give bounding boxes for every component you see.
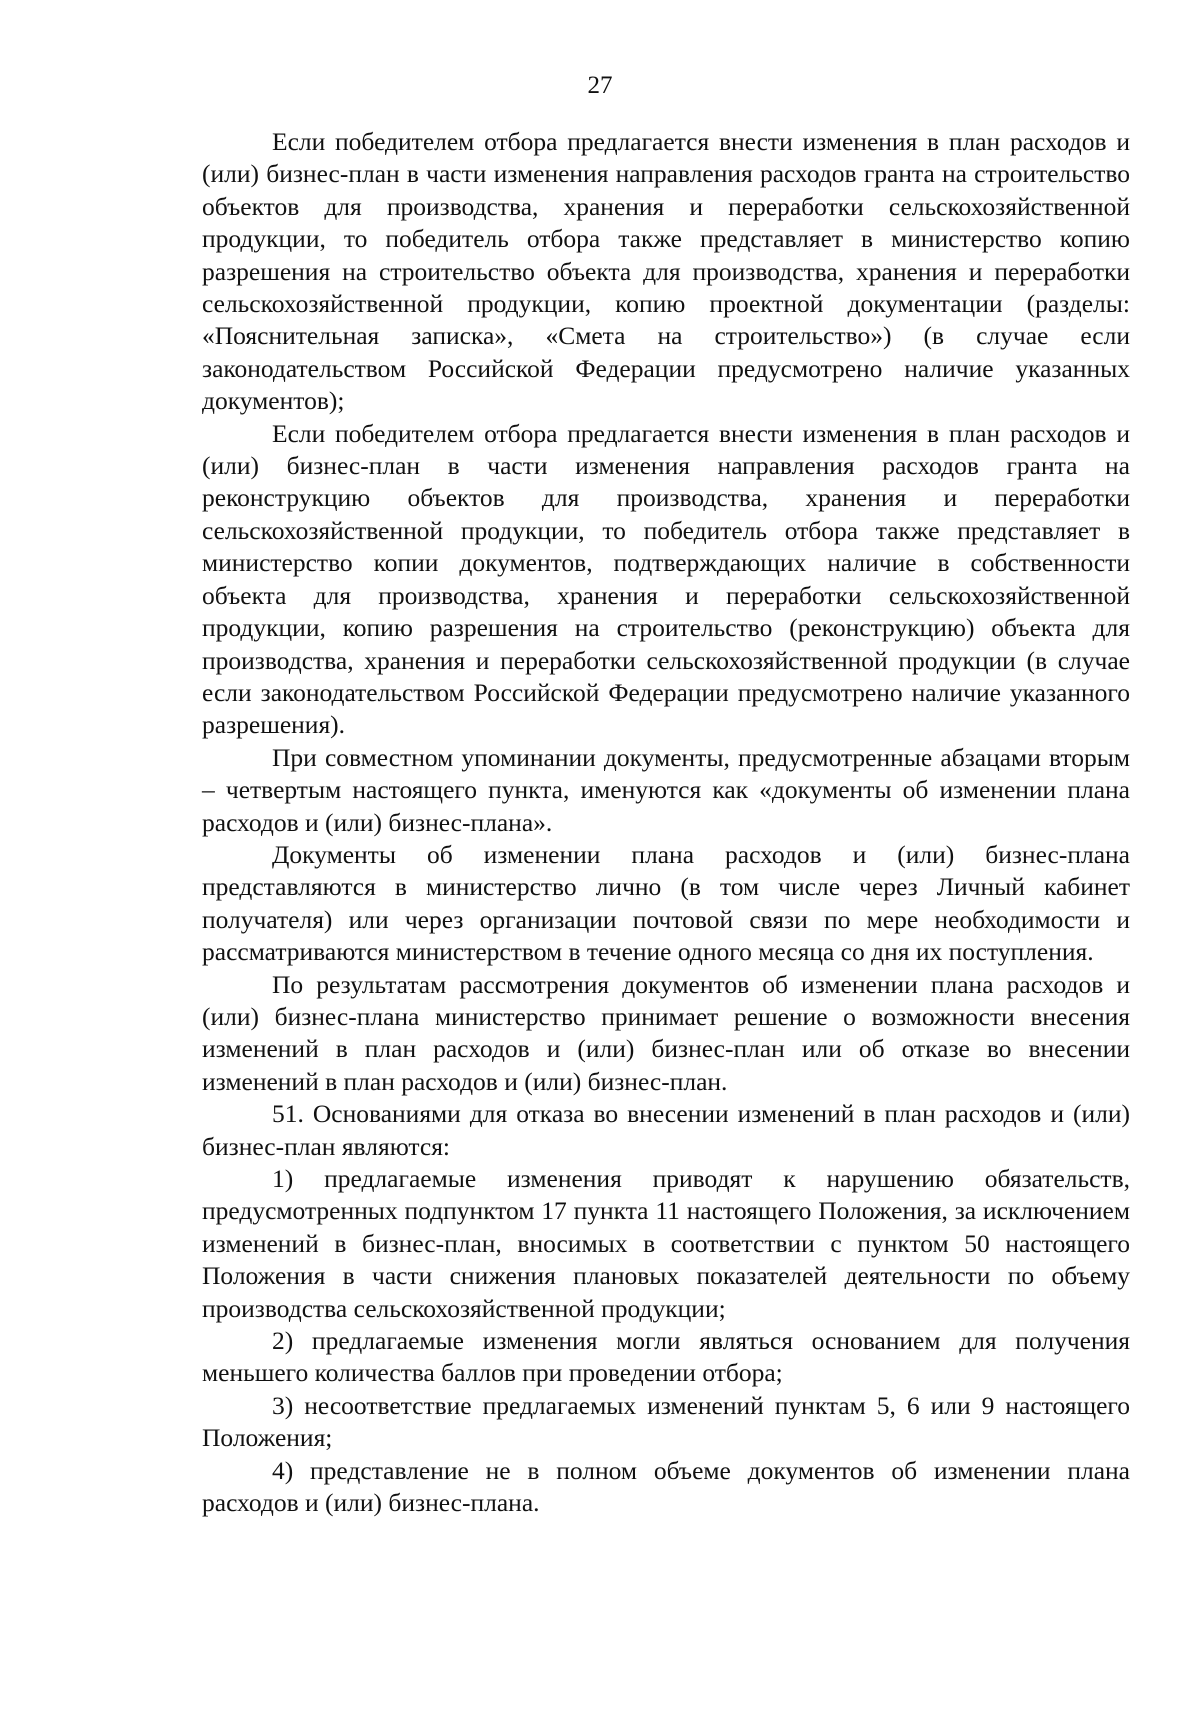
paragraph-item-51: 51. Основаниями для отказа во внесении изменений в план расходов и (или) бизнес-план являются:	[202, 1099, 1130, 1161]
paragraph-review-results: По результатам рассмотрения документов об изменении плана расходов и (или) бизнес-плана министерство принимает решение о возможности внесения изменений в план расходов и (или) бизнес-план или об отказе во внесении изменений в план расходов и (или) бизнес-план.	[202, 969, 1130, 1096]
paragraph-subitem-3: 3) несоответствие предлагаемых изменений пунктам 5, 6 или 9 настоящего Положения;	[202, 1390, 1130, 1453]
paragraph-subitem-2: 2) предлагаемые изменения могли являться основанием для получения меньшего количества баллов при проведении отбора;	[202, 1326, 1130, 1388]
paragraph-construction-documents: Если победителем отбора предлагается внести изменения в план расходов и (или) бизнес-план в части изменения направления расходов гранта на строительство объектов для производства, хранения и переработки сельскохозяйственной продукции, то победитель отбора также представляет в министерство копию разрешения на строительство объекта для производства, хранения и переработки сельскохозяйственной продукции, копию проектной документации (разделы: «Пояснительная записка», «Смета на строительство») (в случае если законодательством Российской Федерации предусмотрено наличие указанных документов);	[202, 127, 1130, 416]
paragraph-submission-procedure: Документы об изменении плана расходов и (или) бизнес-плана представляются в министерство лично (в том числе через Личный кабинет получателя) или через организации почтовой связи по мере необходимости и рассматриваются министерством в течение одного месяца со дня их поступления.	[202, 839, 1130, 967]
document-body	[202, 126, 1130, 1519]
paragraph-joint-mention: При совместном упоминании документы, предусмотренные абзацами вторым – четвертым настоящего пункта, именуются как «документы об изменении плана расходов и (или) бизнес-плана».	[202, 742, 1130, 837]
paragraph-subitem-1: 1) предлагаемые изменения приводят к нарушению обязательств, предусмотренных подпунктом 17 пункта 11 настоящего Положения, за исключением изменений в бизнес-план, вносимых в соответствии с пунктом 50 настоящего Положения в части снижения плановых показателей деятельности по объему производства сельскохозяйственной продукции;	[202, 1164, 1130, 1323]
paragraph-subitem-4: 4) представление не в полном объеме документов об изменении плана расходов и (или) бизнес-плана.	[202, 1455, 1130, 1518]
paragraph-reconstruction-documents: Если победителем отбора предлагается внести изменения в план расходов и (или) бизнес-план в части изменения направления расходов гранта на реконструкцию объектов для производства, хранения и переработки сельскохозяйственной продукции, то победитель отбора также представляет в министерство копии документов, подтверждающих наличие в собственности объекта для производства, хранения и переработки сельскохозяйственной продукции, копию разрешения на строительство (реконструкцию) объекта для производства, хранения и переработки сельскохозяйственной продукции (в случае если законодательством Российской Федерации предусмотрено наличие указанного разрешения).	[202, 418, 1130, 740]
page-number: 27	[587, 72, 613, 99]
